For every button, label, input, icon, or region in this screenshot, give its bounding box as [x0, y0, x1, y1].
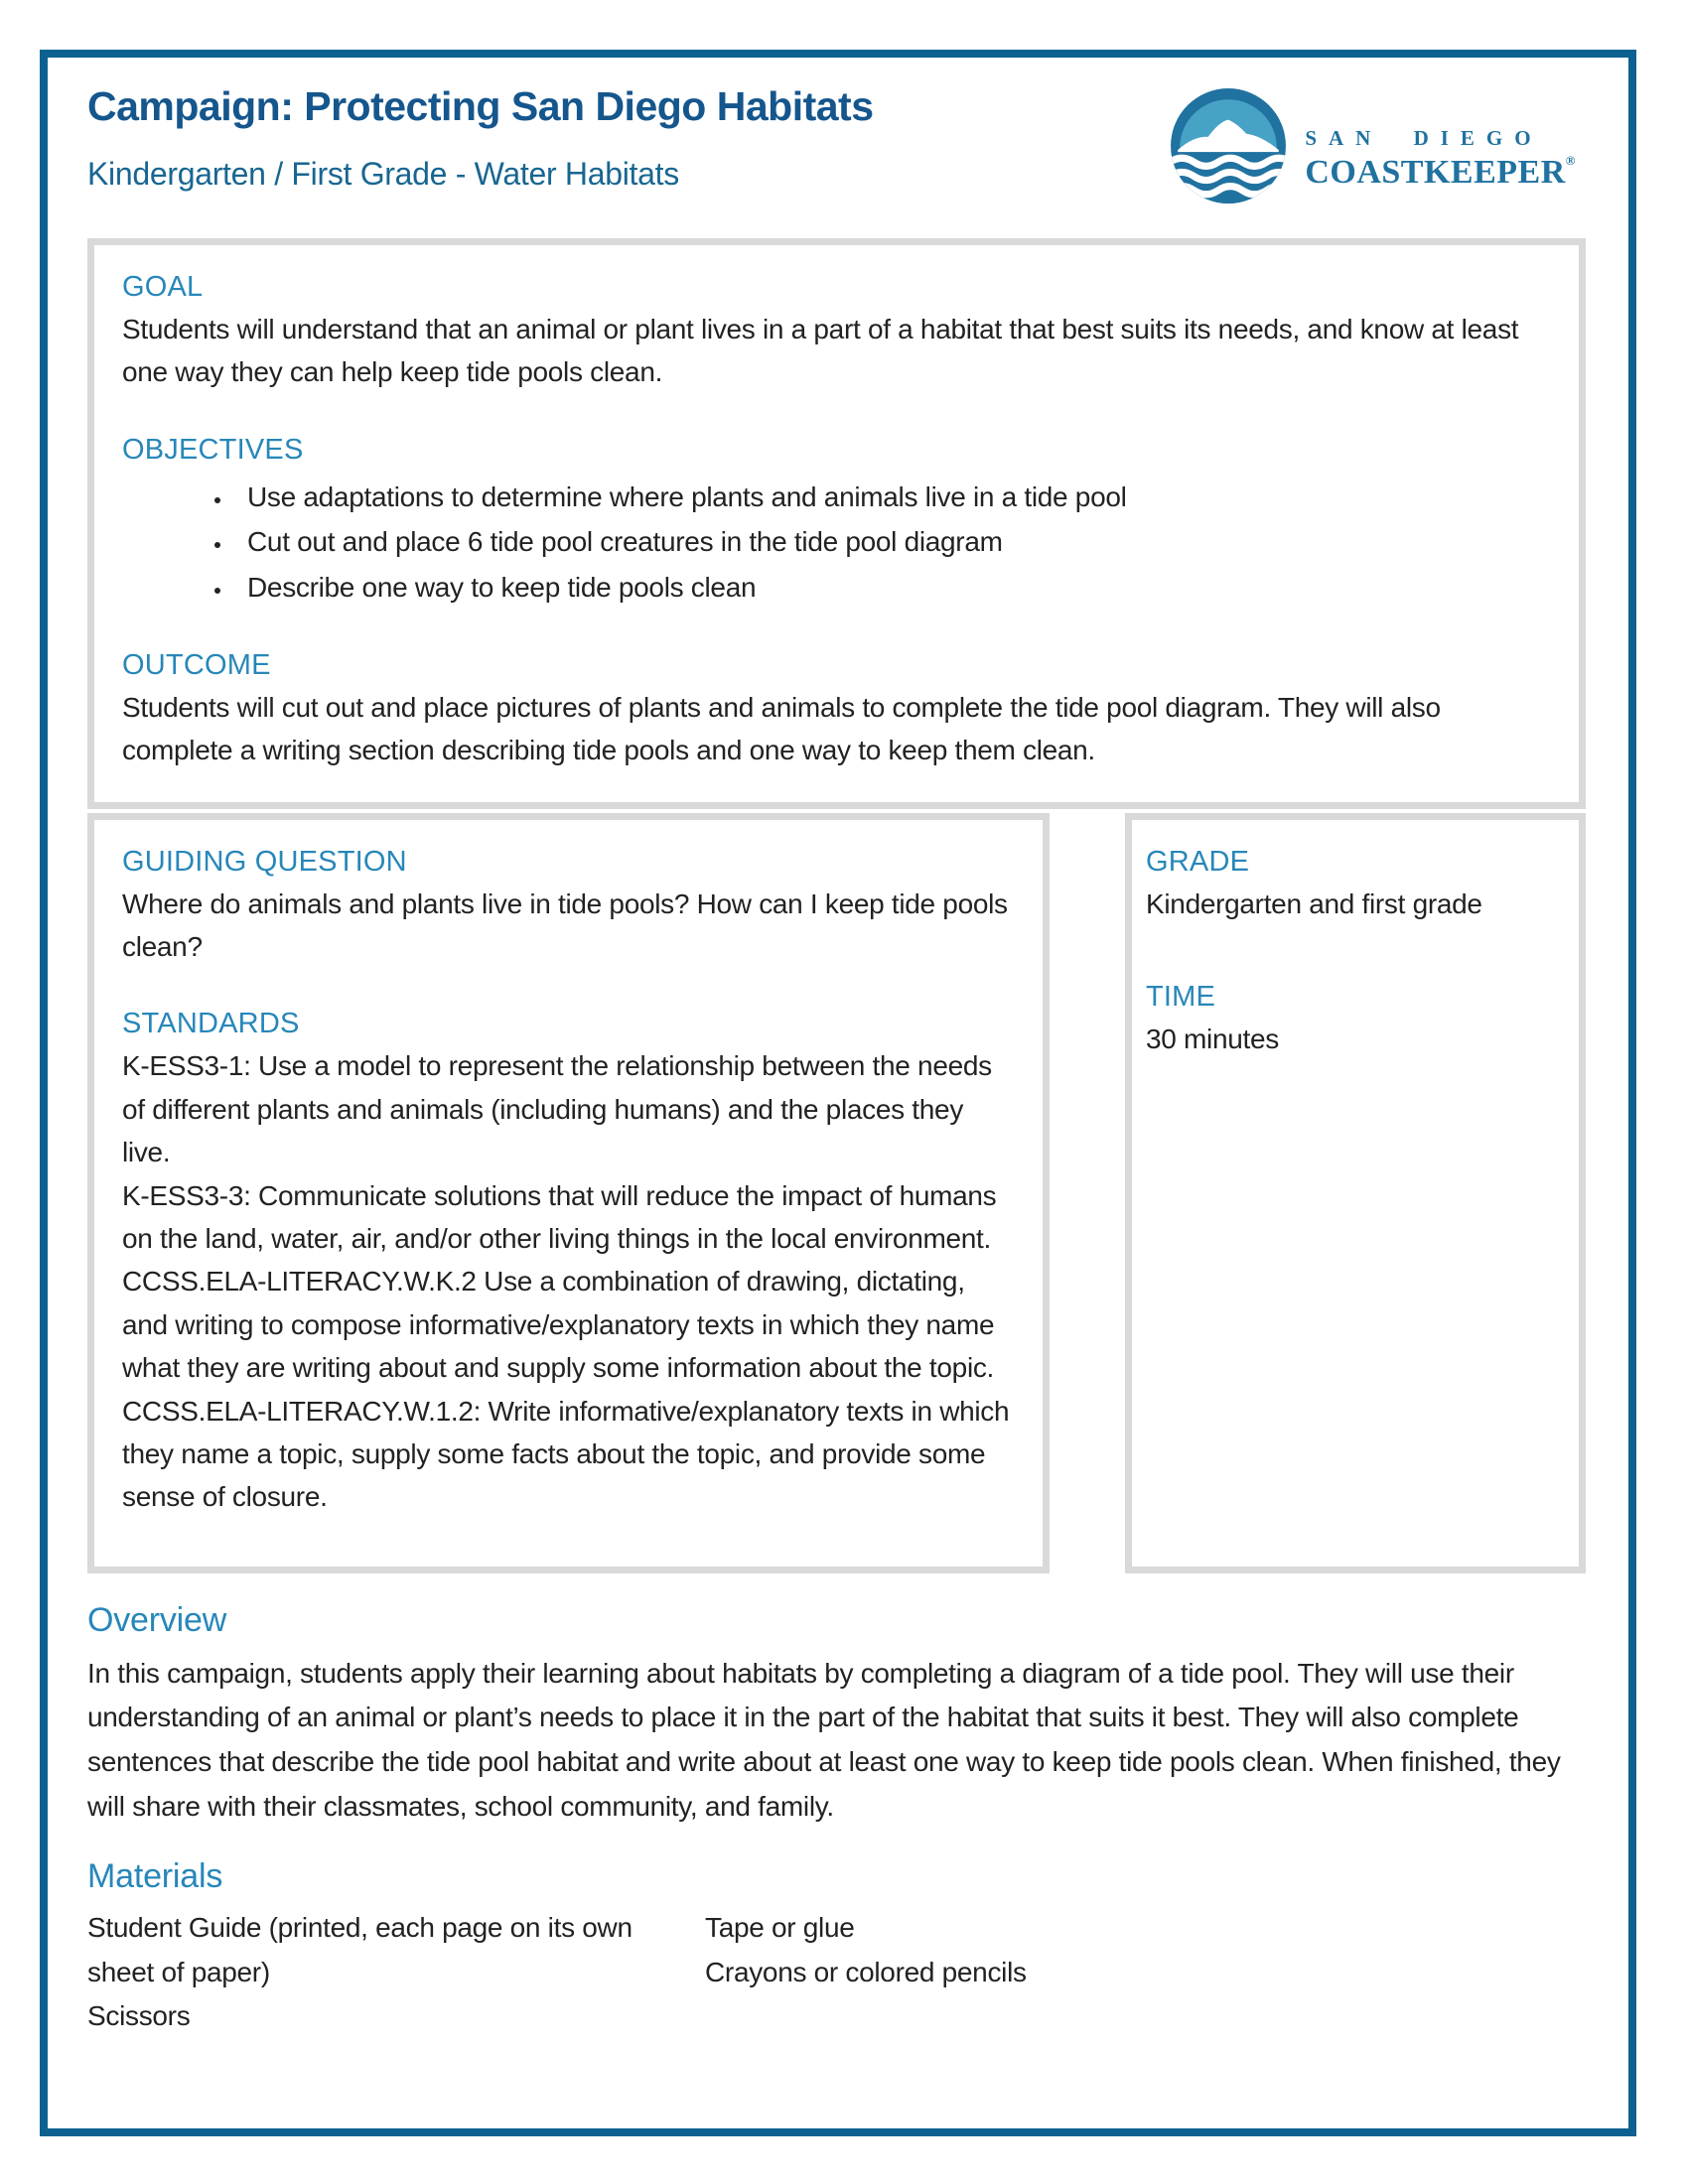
- outcome-text: Students will cut out and place pictures of plants and animals to complete the tide pool diagram. They will also complete a writing section describing tide pools and one way to keep them clean.: [122, 691, 1441, 766]
- goal-objectives-outcome-box: [87, 238, 1586, 809]
- material-item: Student Guide (printed, each page on its own sheet of paper): [87, 1911, 633, 1987]
- overview-text: In this campaign, students apply their learning about habitats by completing a diagram of a tide pool. They will use their understanding of an animal or plant’s needs to place it in the part of the habitat that suits it best. They will also complete sentences that describe the tide pool habitat and write about at least one way to keep tide pools clean. When finished, they will share with their classmates, school community, and family.: [87, 1657, 1561, 1823]
- objectives-label: OBJECTIVES: [122, 433, 304, 466]
- grade-section: [1146, 846, 1563, 925]
- time-section: [1146, 981, 1563, 1060]
- material-item: Tape or glue: [705, 1911, 855, 1943]
- outcome-section: [122, 649, 1545, 772]
- materials-columns: [87, 1906, 1586, 2039]
- overview-heading: Overview: [87, 1600, 227, 1639]
- standard-item: CCSS.ELA-LITERACY.W.K.2 Use a combination of drawing, dictating, and writing to compose informative/explanatory texts in which they name what they are writing about and supply some information about the topic.: [122, 1266, 995, 1384]
- logo-org-name: COASTKEEPER: [1305, 154, 1566, 191]
- standards-section: [122, 1008, 1013, 1518]
- time-label: TIME: [1146, 981, 1216, 1014]
- goal-text: Students will understand that an animal or plant lives in a part of a habitat that best suits its needs, and know at least one way they can help keep tide pools clean.: [122, 314, 1519, 388]
- material-item: Crayons or colored pencils: [705, 1956, 1027, 1987]
- materials-heading: Materials: [87, 1856, 223, 1895]
- standards-label: STANDARDS: [122, 1008, 300, 1040]
- coastkeeper-logo-text: [1305, 100, 1576, 192]
- grade-text: Kindergarten and first grade: [1146, 887, 1482, 919]
- objectives-list: [122, 475, 1545, 610]
- guiding-question-section: [122, 846, 1013, 969]
- materials-column-1: [87, 1906, 693, 2039]
- guiding-question-text: Where do animals and plants live in tide pools? How can I keep tide pools clean?: [122, 887, 1008, 963]
- coastkeeper-logo: [1168, 85, 1576, 206]
- materials-column-2: [705, 1906, 1027, 2039]
- page-title: Campaign: Protecting San Diego Habitats: [87, 83, 874, 129]
- grade-time-box: [1125, 813, 1586, 1573]
- standard-item: K-ESS3-1: Use a model to represent the relationship between the needs of different plants and animals (including humans) and the places they live.: [122, 1050, 992, 1168]
- details-row: [87, 813, 1586, 1573]
- header: [87, 77, 1586, 206]
- page-frame: [40, 50, 1636, 2136]
- objectives-section: [122, 434, 1545, 610]
- outcome-label: OUTCOME: [122, 648, 271, 681]
- standard-item: CCSS.ELA-LITERACY.W.1.2: Write informative/explanatory texts in which they name a topic, supply some facts about the topic, and provide some sense of closure.: [122, 1395, 1010, 1513]
- goal-section: [122, 271, 1545, 394]
- registered-mark: ®: [1565, 153, 1576, 168]
- time-text: 30 minutes: [1146, 1024, 1279, 1055]
- coastkeeper-logo-mark-icon: [1168, 85, 1289, 206]
- logo-org-line2: [1305, 153, 1576, 192]
- guiding-question-label: GUIDING QUESTION: [122, 845, 407, 878]
- guiding-question-standards-box: [87, 813, 1050, 1573]
- header-titles: [87, 77, 874, 193]
- material-item: Scissors: [87, 2000, 191, 2032]
- page-subtitle: Kindergarten / First Grade - Water Habitats: [87, 156, 679, 192]
- objective-item: • Describe one way to keep tide pools clean: [233, 565, 1545, 610]
- standards-list: [122, 1044, 1013, 1518]
- logo-org-line1: SAN DIEGO: [1305, 126, 1543, 150]
- objective-item: • Use adaptations to determine where plants and animals live in a tide pool: [233, 475, 1545, 519]
- grade-label: GRADE: [1146, 845, 1250, 878]
- standard-item: K-ESS3-3: Communicate solutions that will reduce the impact of humans on the land, water, air, and/or other living things in the local environment.: [122, 1179, 997, 1254]
- objective-item: • Cut out and place 6 tide pool creatures in the tide pool diagram: [233, 519, 1545, 564]
- goal-label: GOAL: [122, 271, 204, 303]
